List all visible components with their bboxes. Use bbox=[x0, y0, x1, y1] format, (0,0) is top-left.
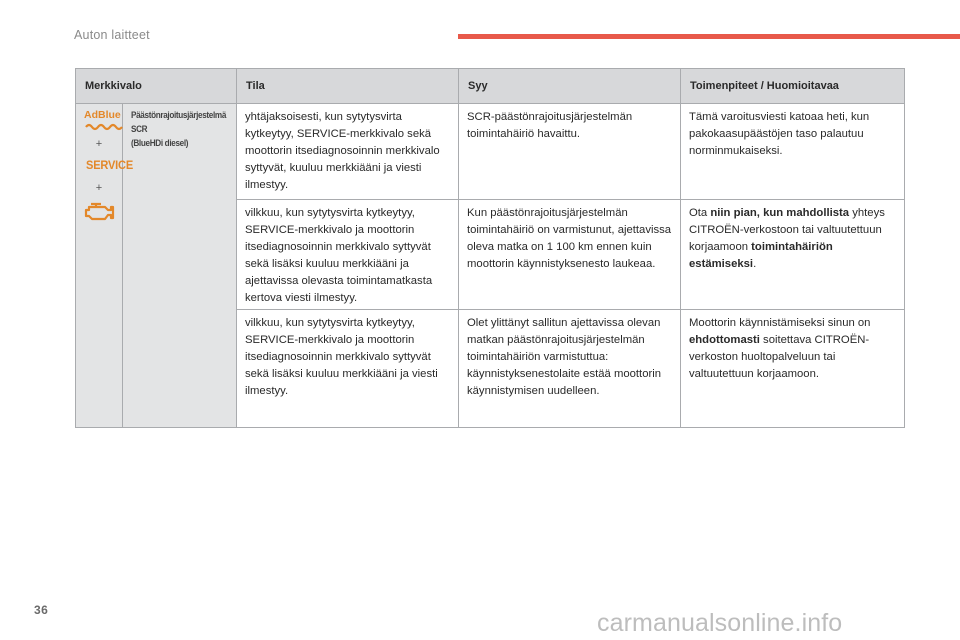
column-header-merkkivalo: Merkkivalo bbox=[76, 69, 237, 104]
lamp-name-scr: SCR bbox=[131, 124, 148, 135]
tila-cell: yhtäjaksoisesti, kun sytytysvirta kytkeytyy, SERVICE-merkkivalo sekä moottorin itsediagnosoinnin merkkivalo syttyvät, kuuluu merkkiääni ja viesti ilmestyy. bbox=[237, 104, 459, 200]
table-header-row bbox=[76, 69, 905, 104]
column-header-toimenpiteet: Toimenpiteet / Huomioitavaa bbox=[681, 69, 905, 104]
adblue-icon: AdBlue bbox=[84, 109, 114, 131]
lamp-name-cell bbox=[123, 104, 237, 428]
plus-sign: + bbox=[95, 138, 103, 150]
tila-cell: vilkkuu, kun sytytysvirta kytkeytyy, SERVICE-merkkivalo ja moottorin itsediagnosoinnin merkkivalo syttyvät sekä lisäksi kuuluu merkkiääni ja ajettavissa olevasta toimintamatkasta kertova viesti ilmestyy. bbox=[237, 200, 459, 310]
engine-icon bbox=[84, 201, 114, 229]
accent-bar bbox=[458, 34, 960, 39]
column-header-syy: Syy bbox=[459, 69, 681, 104]
toimenpiteet-cell: Tämä varoitusviesti katoaa heti, kun pakokaasupäästöjen taso palautuu norminmukaiseksi. bbox=[681, 104, 905, 200]
lamp-name-variant: (BlueHDi diesel) bbox=[131, 138, 189, 149]
toimenpiteet-cell: Ota niin pian, kun mahdollista yhteys CITROËN-verkostoon tai valtuutettuun korjaamoon toimintahäiriön estämiseksi. bbox=[681, 200, 905, 310]
syy-cell: SCR-päästönrajoitusjärjestelmän toimintahäiriö havaittu. bbox=[459, 104, 681, 200]
tila-cell: vilkkuu, kun sytytysvirta kytkeytyy, SERVICE-merkkivalo ja moottorin itsediagnosoinnin merkkivalo syttyvät sekä lisäksi kuuluu merkkiääni ja viesti ilmestyy. bbox=[237, 310, 459, 428]
lamp-icons-cell bbox=[76, 104, 134, 428]
table-row bbox=[76, 104, 905, 200]
column-header-tila: Tila bbox=[237, 69, 459, 104]
plus-sign: + bbox=[95, 182, 103, 194]
syy-cell: Olet ylittänyt sallitun ajettavissa olevan matkan päästönrajoitusjärjestelmän toimintahäiriön varmistuttua: käynnistyksenestolaite estää moottorin käynnistymisen uudelleen. bbox=[459, 310, 681, 428]
section-title: Auton laitteet bbox=[74, 28, 150, 42]
watermark: carmanualsonline.info bbox=[597, 609, 843, 637]
lamp-name: Päästönrajoitusjärjestelmä bbox=[131, 110, 227, 121]
warning-lamp-table bbox=[75, 68, 905, 428]
toimenpiteet-cell: Moottorin käynnistämiseksi sinun on ehdottomasti soitettava CITROËN-verkoston huoltopalveluun tai valtuutettuun korjaamoon. bbox=[681, 310, 905, 428]
syy-cell: Kun päästönrajoitusjärjestelmän toimintahäiriö on varmistunut, ajettavissa oleva matka on 1 100 km ennen kuin moottorin käynnistyksenesto laukeaa. bbox=[459, 200, 681, 310]
page-number: 36 bbox=[34, 603, 49, 617]
service-icon: SERVICE bbox=[86, 158, 134, 172]
